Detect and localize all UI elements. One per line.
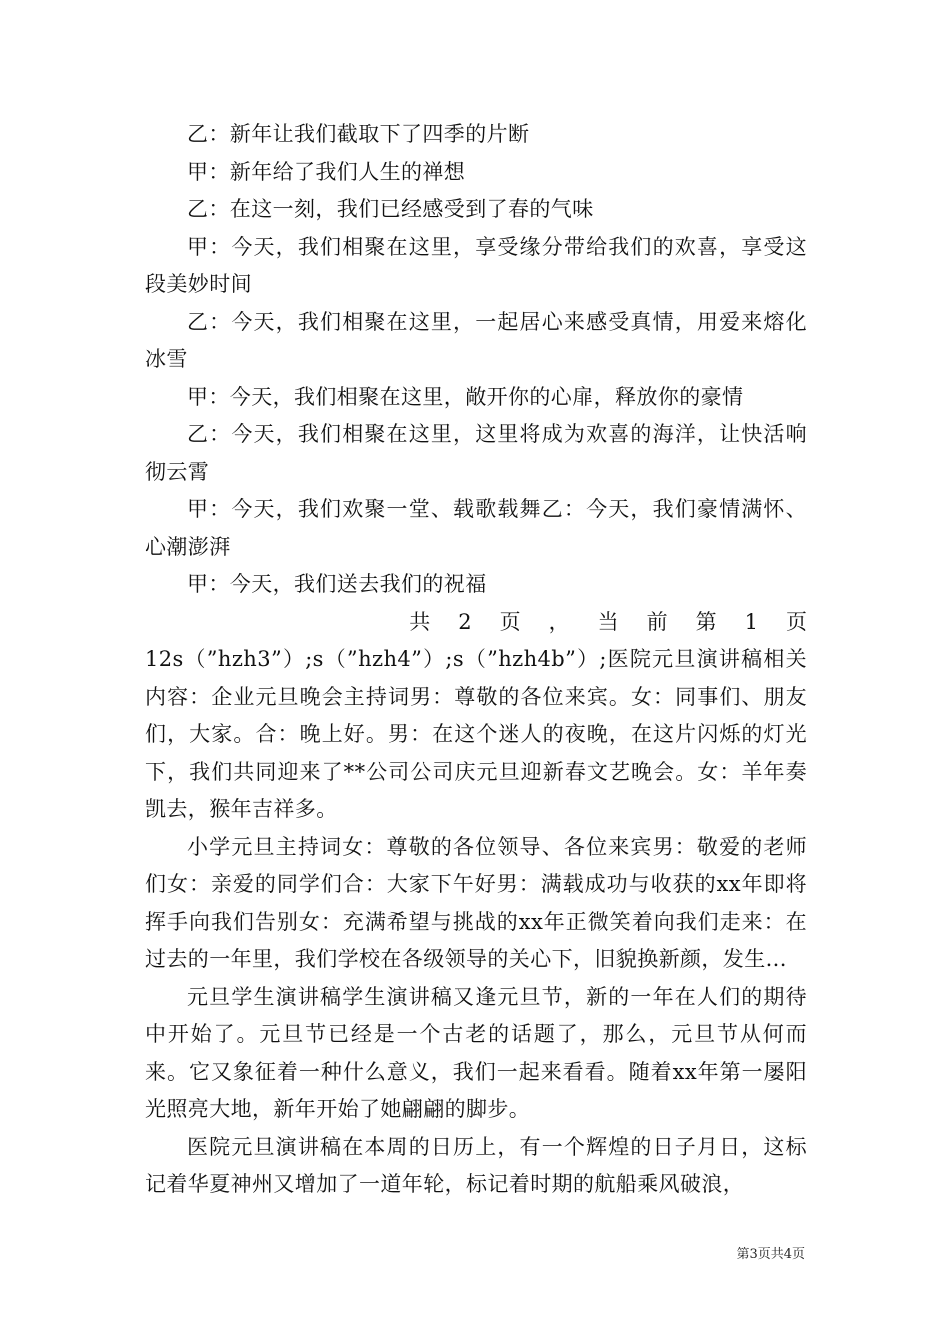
pager-glyph: ， xyxy=(548,609,570,634)
dialogue-line: 甲：今天，我们相聚在这里，敞开你的心扉，释放你的豪情 xyxy=(187,384,744,409)
body-paragraph: 元旦学生演讲稿学生演讲稿又逢元旦节，新的一年在人们的期待中开始了。元旦节已经是一个古老的话题了，那么，元旦节从何而来。它又象征着一种什么意义，我们一起来看看。随着xx年第一屡阳光照亮大地，新年开始了她翩翩的脚步。 xyxy=(145,984,807,1121)
dialogue-line: 甲：今天，我们送去我们的祝福 xyxy=(187,572,487,596)
body-paragraph: 小学元旦主持词女：尊敬的各位领导、各位来宾男：敬爱的老师们女：亲爱的同学们合：大家下午好男：满载成功与收获的xx年即将挥手向我们告别女：充满希望与挑战的xx年正微笑着向我们走来：在过去的一年里，我们学校在各级领导的关心下，旧貌换新颜，发生... xyxy=(145,834,807,971)
dialogue-line: 甲：今天，我们相聚在这里，享受缘分带给我们的欢喜，享受这段美妙时间 xyxy=(145,234,807,296)
dialogue-line: 乙：今天，我们相聚在这里，这里将成为欢喜的海洋，让快活响彻云霄 xyxy=(145,422,807,484)
body-text xyxy=(145,116,807,1204)
related-content-paragraph: 12s（”hzh3”）;s（”hzh4”）;s（”hzh4b”）;医院元旦演讲稿相关内容：企业元旦晚会主持词男：尊敬的各位来宾。女：同事们、朋友们，大家。合：晚上好。男：在这个迷人的夜晚，在这片闪烁的灯光下，我们共同迎来了**公司公司庆元旦迎新春文艺晚会。女：羊年奏凯去，猴年吉祥多。 xyxy=(145,647,807,821)
inline-page-indicator xyxy=(145,604,807,642)
dialogue-line: 乙：新年让我们截取下了四季的片断 xyxy=(187,122,530,146)
body-paragraph: 医院元旦演讲稿在本周的日历上，有一个辉煌的日子月日，这标记着华夏神州又增加了一道年轮，标记着时期的航船乘风破浪， xyxy=(145,1134,807,1196)
pager-glyph: 当 xyxy=(597,609,619,634)
pager-glyph: 2 xyxy=(458,609,472,634)
dialogue-line: 甲：新年给了我们人生的禅想 xyxy=(187,159,466,184)
dialogue-line: 乙：在这一刻，我们已经感受到了春的气味 xyxy=(187,197,594,221)
pager-glyph: 页 xyxy=(499,609,521,634)
dialogue-line: 乙：今天，我们相聚在这里，一起居心来感受真情，用爱来熔化冰雪 xyxy=(145,309,807,371)
pager-glyph: 共 xyxy=(409,609,431,634)
pager-glyph: 页 xyxy=(786,609,807,634)
pager-glyph: 前 xyxy=(646,609,668,634)
page-footer: 第3页共4页 xyxy=(736,1247,805,1262)
pager-glyph: 1 xyxy=(744,609,758,634)
pager-glyph: 第 xyxy=(695,609,717,634)
dialogue-line: 甲：今天，我们欢聚一堂、载歌载舞乙：今天，我们豪情满怀、心潮澎湃 xyxy=(145,497,807,559)
